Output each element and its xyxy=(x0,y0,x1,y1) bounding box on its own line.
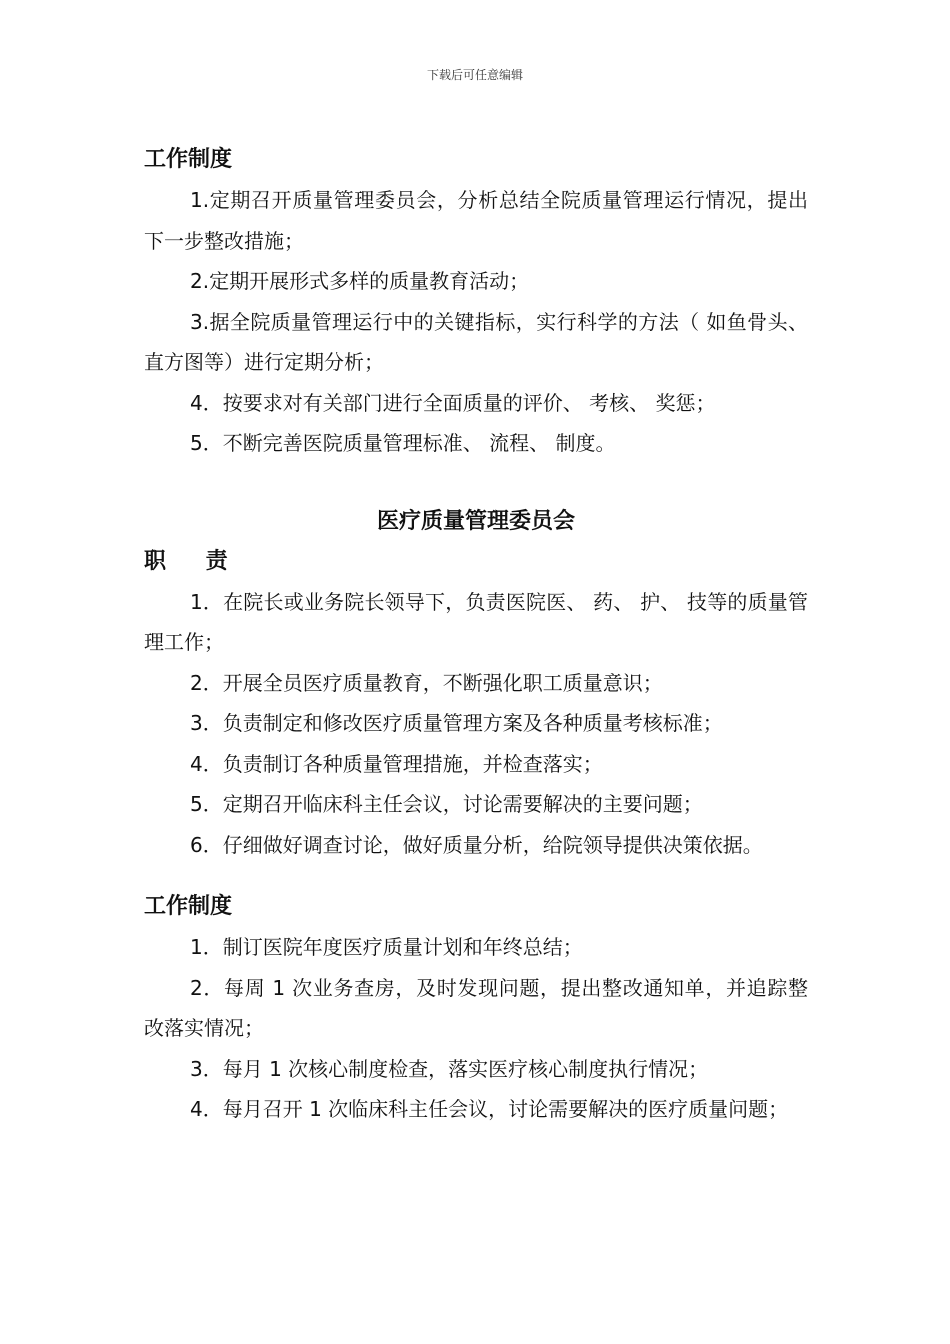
section1-item-3: 3.据全院质量管理运行中的关键指标，实行科学的方法（ 如鱼骨头、 直方图等）进行定期分析； xyxy=(144,309,808,374)
header-note: 下载后可任意编辑 xyxy=(426,68,523,82)
section-spacer xyxy=(144,865,808,887)
section1-item-4: 4．按要求对有关部门进行全面质量的评价、 考核、 奖惩； xyxy=(190,390,716,415)
section1-item-1: 1.定期召开质量管理委员会，分析总结全院质量管理运行情况，提出下一步整改措施； xyxy=(144,188,808,253)
section1-item-2: 2.定期开展形式多样的质量教育活动； xyxy=(190,269,530,293)
section-spacer xyxy=(144,464,808,502)
section3-item-4: 4．每月召开 1 次临床科主任会议，讨论需要解决的医疗质量问题； xyxy=(190,1097,789,1121)
duty-item-3: 3．负责制定和修改医疗质量管理方案及各种质量考核标准； xyxy=(190,711,723,735)
duty-heading: 职 责 xyxy=(144,548,244,574)
duty-item-2: 2．开展全员医疗质量教育，不断强化职工质量意识； xyxy=(190,670,663,695)
duty-item-6: 6．仔细做好调查讨论，做好质量分析，给院领导提供决策依据。 xyxy=(190,832,763,857)
document-content xyxy=(144,140,808,1130)
section3-item-2: 2．每周 1 次业务查房，及时发现问题，提出整改通知单，并追踪整改落实情况； xyxy=(144,975,808,1040)
section1-heading: 工作制度 xyxy=(144,147,233,172)
duty-item-5: 5．定期召开临床科主任会议，讨论需要解决的主要问题； xyxy=(190,792,703,816)
section3-item-3: 3．每月 1 次核心制度检查，落实医疗核心制度执行情况； xyxy=(190,1056,709,1081)
section3-heading: 工作制度 xyxy=(144,894,233,919)
duty-item-1: 1．在院长或业务院长领导下，负责医院医、 药、 护、 技等的质量管理工作； xyxy=(144,589,808,654)
committee-title: 医疗质量管理委员会 xyxy=(376,508,575,534)
section1-item-5: 5．不断完善医院质量管理标准、 流程、 制度。 xyxy=(190,431,616,455)
section3-item-1: 1．制订医院年度医疗质量计划和年终总结； xyxy=(190,935,583,959)
duty-item-4: 4．负责制订各种质量管理措施，并检查落实； xyxy=(190,751,603,776)
